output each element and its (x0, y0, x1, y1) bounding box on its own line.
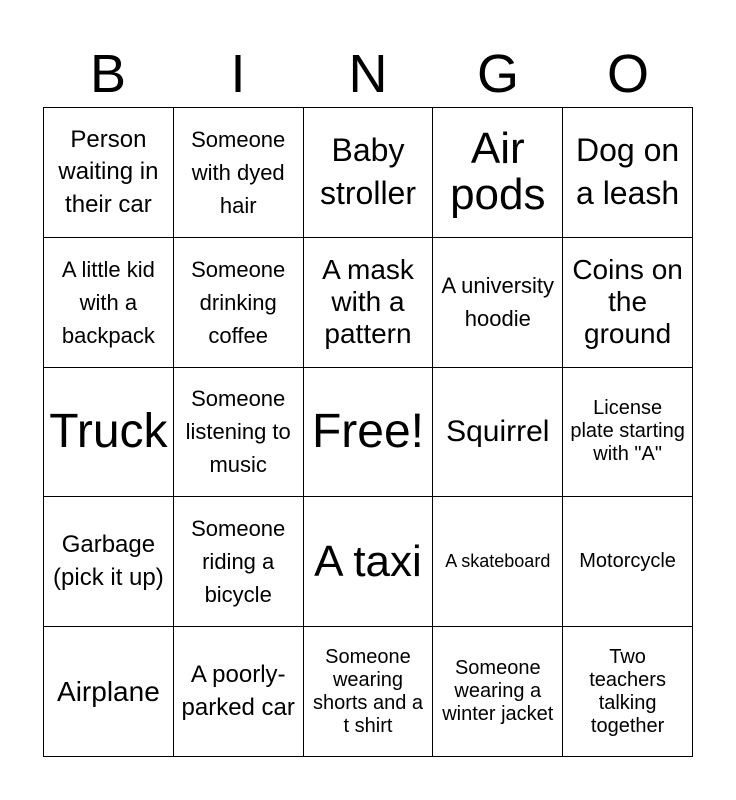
bingo-cell[interactable]: Garbage (pick it up) (44, 497, 174, 627)
bingo-cell[interactable]: Dog on a leash (563, 108, 693, 238)
bingo-cell[interactable]: Air pods (433, 108, 563, 238)
bingo-cell[interactable]: Someone riding a bicycle (174, 497, 304, 627)
bingo-cell[interactable]: Airplane (44, 627, 174, 757)
header-letter-b: B (89, 44, 127, 104)
bingo-cell[interactable]: A mask with a pattern (304, 238, 434, 368)
bingo-cell[interactable]: Someone wearing a winter jacket (433, 627, 563, 757)
bingo-cell[interactable]: Baby stroller (304, 108, 434, 238)
bingo-cell[interactable]: Person waiting in their car (44, 108, 174, 238)
header-letter-n: N (348, 44, 388, 104)
bingo-cell[interactable]: Squirrel (433, 368, 563, 498)
bingo-board (43, 107, 693, 757)
bingo-cell[interactable]: Someone with dyed hair (174, 108, 304, 238)
header-letter-g: G (476, 44, 519, 104)
bingo-cell[interactable]: Two teachers talking together (563, 627, 693, 757)
bingo-cell[interactable]: A skateboard (433, 497, 563, 627)
bingo-cell[interactable]: Coins on the ground (563, 238, 693, 368)
bingo-cell[interactable]: Motorcycle (563, 497, 693, 627)
bingo-cell[interactable]: Truck (44, 368, 174, 498)
bingo-cell[interactable]: A poorly-parked car (174, 627, 304, 757)
bingo-cell[interactable]: A taxi (304, 497, 434, 627)
bingo-cell[interactable]: License plate starting with "A" (563, 368, 693, 498)
bingo-cell[interactable]: Someone listening to music (174, 368, 304, 498)
bingo-cell[interactable]: A university hoodie (433, 238, 563, 368)
bingo-header (43, 40, 693, 108)
bingo-cell[interactable]: A little kid with a backpack (44, 238, 174, 368)
bingo-cell[interactable]: Someone wearing shorts and a t shirt (304, 627, 434, 757)
free-space-cell[interactable]: Free! (304, 368, 434, 498)
header-letter-i: I (230, 44, 246, 104)
header-letter-o: O (606, 44, 649, 104)
bingo-cell[interactable]: Someone drinking coffee (174, 238, 304, 368)
